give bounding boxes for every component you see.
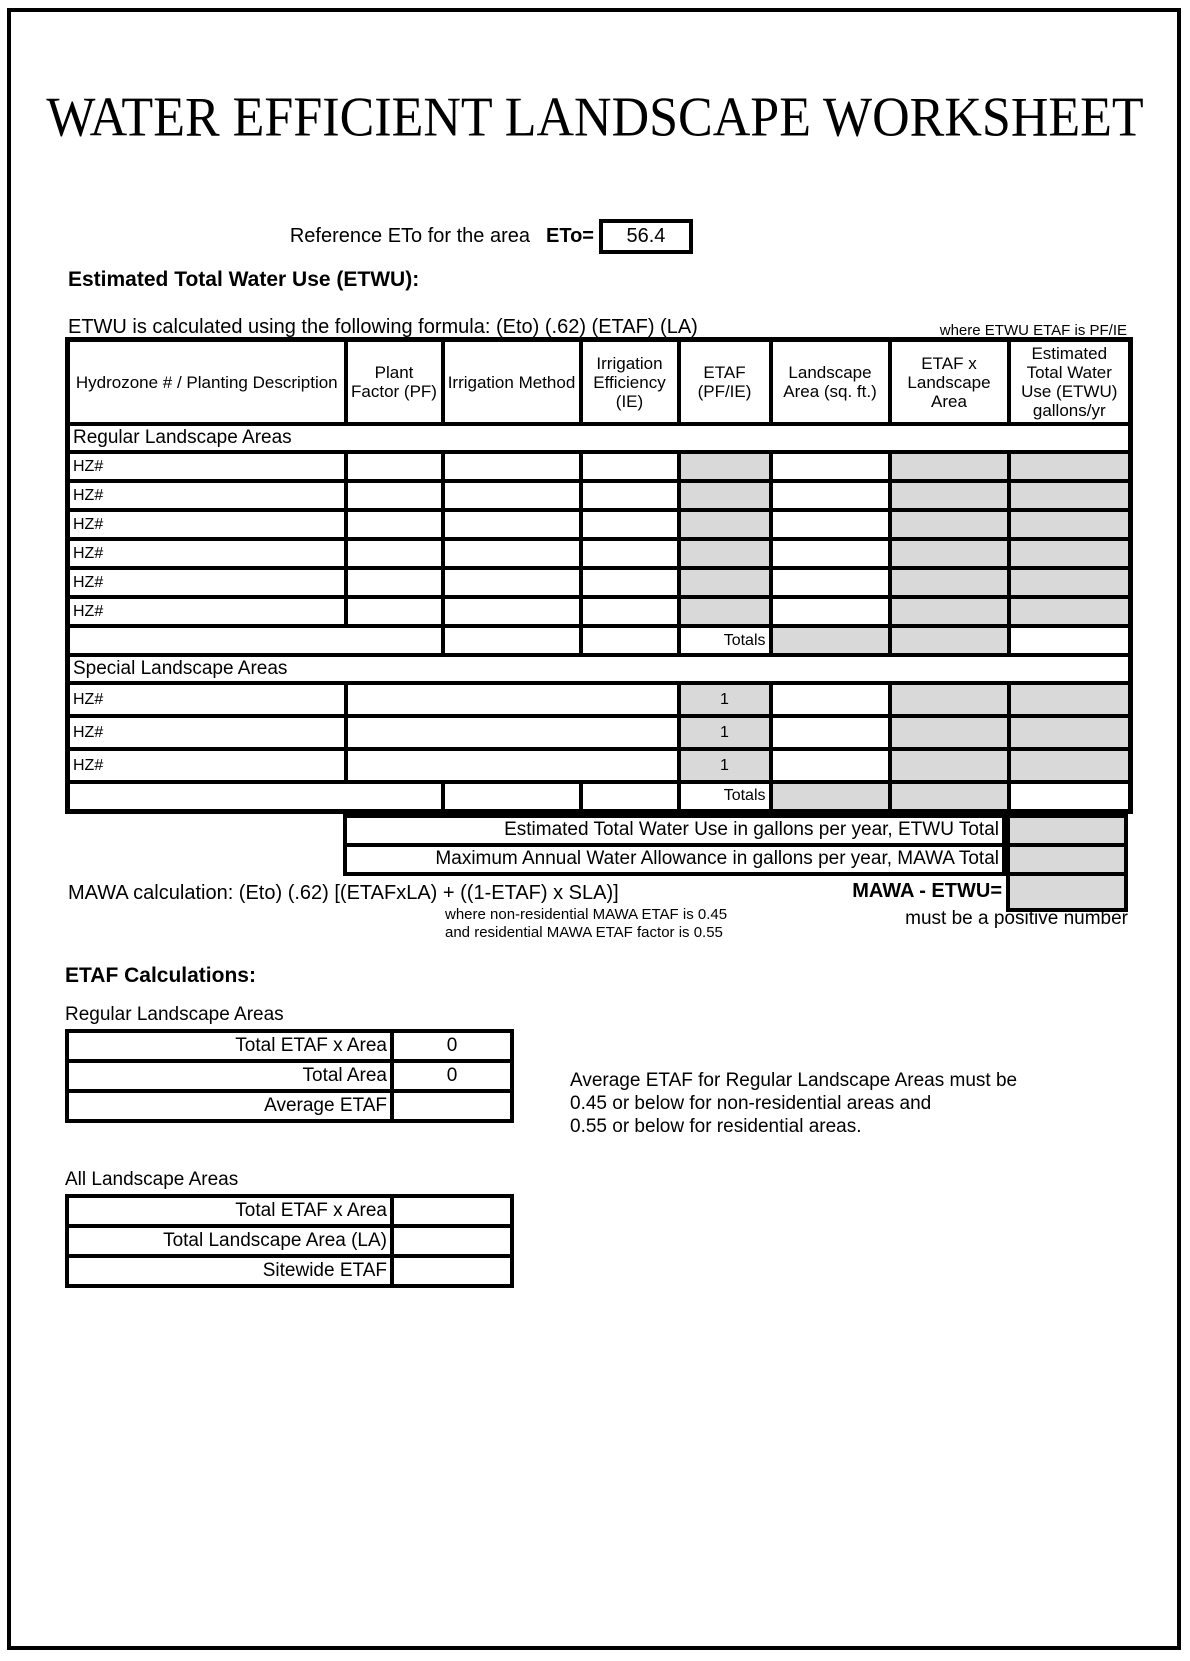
landscape-area-cell[interactable]: [771, 749, 890, 782]
totals-etwu-cell: [1009, 782, 1131, 811]
irrigation-efficiency-cell[interactable]: [581, 597, 679, 626]
etwu-cell: [1009, 683, 1131, 716]
col-header-landscape-area: Landscape Area (sq. ft.): [771, 340, 890, 425]
total-landscape-area-label: Total Landscape Area (LA): [67, 1226, 392, 1256]
totals-empty-cell: [581, 626, 679, 655]
table-row: [67, 1031, 512, 1061]
reference-eto-label: Reference ETo for the area: [289, 225, 530, 247]
col-header-etwu: Estimated Total Water Use (ETWU) gallons/yr: [1009, 340, 1131, 425]
average-etaf-note: [570, 1069, 1017, 1138]
plant-factor-cell[interactable]: [346, 597, 443, 626]
irrigation-efficiency-cell[interactable]: [581, 510, 679, 539]
page-title: WATER EFFICIENT LANDSCAPE WORKSHEET: [46, 86, 1144, 149]
table-header-row: [68, 340, 1131, 425]
etwu-formula-note: where ETWU ETAF is PF/IE: [939, 322, 1127, 339]
mawa-result-row: [65, 876, 1128, 960]
plant-factor-cell[interactable]: [346, 510, 443, 539]
col-header-hydrozone: Hydrozone # / Planting Description: [68, 340, 346, 425]
irrigation-method-cell[interactable]: [443, 597, 581, 626]
special-merged-cell[interactable]: [346, 716, 679, 749]
table-row: [68, 452, 1131, 481]
etaf-x-area-cell: [890, 539, 1009, 568]
positive-number-note: must be a positive number: [905, 907, 1128, 929]
etaf-cell: [679, 452, 771, 481]
landscape-area-cell[interactable]: [771, 597, 890, 626]
mawa-note-line2: and residential MAWA ETAF factor is 0.55: [445, 923, 723, 941]
hydrozone-description-cell[interactable]: HZ#: [68, 597, 346, 626]
mawa-total-label: Maximum Annual Water Allowance in gallons per year, MAWA Total: [343, 843, 1006, 876]
table-row: [68, 568, 1131, 597]
average-etaf-label: Average ETAF: [67, 1091, 392, 1121]
special-totals-label: Totals: [679, 782, 771, 811]
etaf-cell: [679, 510, 771, 539]
col-header-irrigation-efficiency: Irrigation Efficiency (IE): [581, 340, 679, 425]
all-total-etaf-x-area-value[interactable]: [392, 1196, 512, 1226]
total-etaf-x-area-label: Total ETAF x Area: [67, 1031, 392, 1061]
all-total-etaf-x-area-label: Total ETAF x Area: [67, 1196, 392, 1226]
sitewide-etaf-value[interactable]: [392, 1256, 512, 1286]
totals-empty-cell: [581, 782, 679, 811]
etaf-x-area-cell: [890, 452, 1009, 481]
special-merged-cell[interactable]: [346, 749, 679, 782]
irrigation-method-cell[interactable]: [443, 510, 581, 539]
eto-field-label: ETo=: [546, 225, 594, 247]
totals-empty-cell: [443, 782, 581, 811]
totals-empty-cell: [443, 626, 581, 655]
plant-factor-cell[interactable]: [346, 452, 443, 481]
hydrozone-description-cell[interactable]: HZ#: [68, 510, 346, 539]
table-row: [67, 1196, 512, 1226]
note-line2: 0.45 or below for non-residential areas and: [570, 1092, 932, 1114]
etaf-cell: [679, 568, 771, 597]
etaf-cell: 1: [679, 749, 771, 782]
totals-landscape-area-cell: [771, 782, 890, 811]
etaf-cell: [679, 597, 771, 626]
reference-eto-row: [0, 219, 693, 254]
totals-etaf-x-area-cell: [890, 626, 1009, 655]
table-row: [67, 1256, 512, 1286]
landscape-area-cell[interactable]: [771, 452, 890, 481]
etaf-x-area-cell: [890, 683, 1009, 716]
mawa-minus-etwu-value-cell: [1006, 872, 1128, 912]
totals-landscape-area-cell: [771, 626, 890, 655]
mawa-calculation-text: MAWA calculation: (Eto) (.62) [(ETAFxLA) + ((1-ETAF) x SLA)]: [68, 881, 619, 904]
etwu-cell: [1009, 452, 1131, 481]
etwu-cell: [1009, 749, 1131, 782]
etwu-section-heading: Estimated Total Water Use (ETWU):: [68, 268, 420, 291]
irrigation-method-cell[interactable]: [443, 568, 581, 597]
regular-totals-row: [68, 626, 1131, 655]
table-row: [68, 597, 1131, 626]
etwu-cell: [1009, 568, 1131, 597]
totals-etwu-cell: [1009, 626, 1131, 655]
etaf-x-area-cell: [890, 510, 1009, 539]
plant-factor-cell[interactable]: [346, 481, 443, 510]
special-totals-row: [68, 782, 1131, 811]
hydrozone-description-cell[interactable]: HZ#: [68, 683, 346, 716]
table-row: [68, 749, 1131, 782]
mawa-note-line1: where non-residential MAWA ETAF is 0.45: [445, 905, 728, 923]
etwu-formula: ETWU is calculated using the following formula: (Eto) (.62) (ETAF) (LA): [68, 316, 698, 338]
etaf-x-area-cell: [890, 597, 1009, 626]
mawa-minus-etwu-label: MAWA - ETWU=: [852, 879, 1002, 902]
etwu-total-label: Estimated Total Water Use in gallons per year, ETWU Total: [343, 814, 1006, 847]
etaf-cell: [679, 539, 771, 568]
special-section-band: Special Landscape Areas: [68, 655, 1131, 683]
landscape-area-cell[interactable]: [771, 539, 890, 568]
hydrozone-description-cell[interactable]: HZ#: [68, 452, 346, 481]
etwu-cell: [1009, 716, 1131, 749]
totals-spacer-cell: [68, 626, 443, 655]
irrigation-method-cell[interactable]: [443, 452, 581, 481]
hydrozone-table: [65, 337, 1133, 814]
etaf-x-area-cell: [890, 481, 1009, 510]
table-row: [67, 1061, 512, 1091]
total-area-value[interactable]: 0: [392, 1061, 512, 1091]
hydrozone-description-cell[interactable]: HZ#: [68, 749, 346, 782]
etaf-calculations-heading: ETAF Calculations:: [65, 963, 256, 987]
table-row: [68, 683, 1131, 716]
col-header-irrigation-method: Irrigation Method: [443, 340, 581, 425]
etwu-cell: [1009, 539, 1131, 568]
etaf-cell: 1: [679, 716, 771, 749]
regular-landscape-areas-label: Regular Landscape Areas: [65, 1003, 284, 1025]
etwu-cell: [1009, 481, 1131, 510]
irrigation-method-cell[interactable]: [443, 539, 581, 568]
landscape-area-cell[interactable]: [771, 716, 890, 749]
etwu-cell: [1009, 510, 1131, 539]
hydrozone-description-cell[interactable]: HZ#: [68, 716, 346, 749]
col-header-plant-factor: Plant Factor (PF): [346, 340, 443, 425]
landscape-area-cell[interactable]: [771, 683, 890, 716]
regular-section-band: Regular Landscape Areas: [68, 424, 1131, 452]
regular-etaf-table: [65, 1029, 514, 1123]
table-row: [68, 716, 1131, 749]
table-row: [68, 481, 1131, 510]
table-row: [67, 1226, 512, 1256]
table-row: [68, 510, 1131, 539]
total-area-label: Total Area: [67, 1061, 392, 1091]
landscape-area-cell[interactable]: [771, 481, 890, 510]
etaf-x-area-cell: [890, 716, 1009, 749]
irrigation-efficiency-cell[interactable]: [581, 539, 679, 568]
note-line3: 0.55 or below for residential areas.: [570, 1115, 862, 1137]
table-row: [68, 539, 1131, 568]
all-etaf-table: [65, 1194, 514, 1288]
total-etaf-x-area-value[interactable]: 0: [392, 1031, 512, 1061]
all-landscape-areas-label: All Landscape Areas: [65, 1168, 239, 1190]
landscape-area-cell[interactable]: [771, 510, 890, 539]
average-etaf-value[interactable]: [392, 1091, 512, 1121]
plant-factor-cell[interactable]: [346, 539, 443, 568]
etaf-cell: [679, 481, 771, 510]
totals-etaf-x-area-cell: [890, 782, 1009, 811]
regular-totals-label: Totals: [679, 626, 771, 655]
irrigation-efficiency-cell[interactable]: [581, 481, 679, 510]
total-landscape-area-value[interactable]: [392, 1226, 512, 1256]
hydrozone-description-cell[interactable]: HZ#: [68, 568, 346, 597]
etaf-cell: 1: [679, 683, 771, 716]
note-line1: Average ETAF for Regular Landscape Areas must be: [570, 1069, 1018, 1091]
irrigation-efficiency-cell[interactable]: [581, 568, 679, 597]
col-header-etaf: ETAF (PF/IE): [679, 340, 771, 425]
etaf-x-area-cell: [890, 749, 1009, 782]
landscape-area-cell[interactable]: [771, 568, 890, 597]
irrigation-efficiency-cell[interactable]: [581, 452, 679, 481]
totals-spacer-cell: [68, 782, 443, 811]
eto-value-field[interactable]: 56.4: [599, 219, 693, 254]
col-header-etaf-x-area: ETAF x Landscape Area: [890, 340, 1009, 425]
mawa-etaf-notes: [445, 906, 727, 942]
etaf-x-area-cell: [890, 568, 1009, 597]
sitewide-etaf-label: Sitewide ETAF: [67, 1256, 392, 1286]
special-merged-cell[interactable]: [346, 683, 679, 716]
etwu-cell: [1009, 597, 1131, 626]
hydrozone-description-cell[interactable]: HZ#: [68, 539, 346, 568]
table-row: [67, 1091, 512, 1121]
hydrozone-description-cell[interactable]: HZ#: [68, 481, 346, 510]
plant-factor-cell[interactable]: [346, 568, 443, 597]
irrigation-method-cell[interactable]: [443, 481, 581, 510]
